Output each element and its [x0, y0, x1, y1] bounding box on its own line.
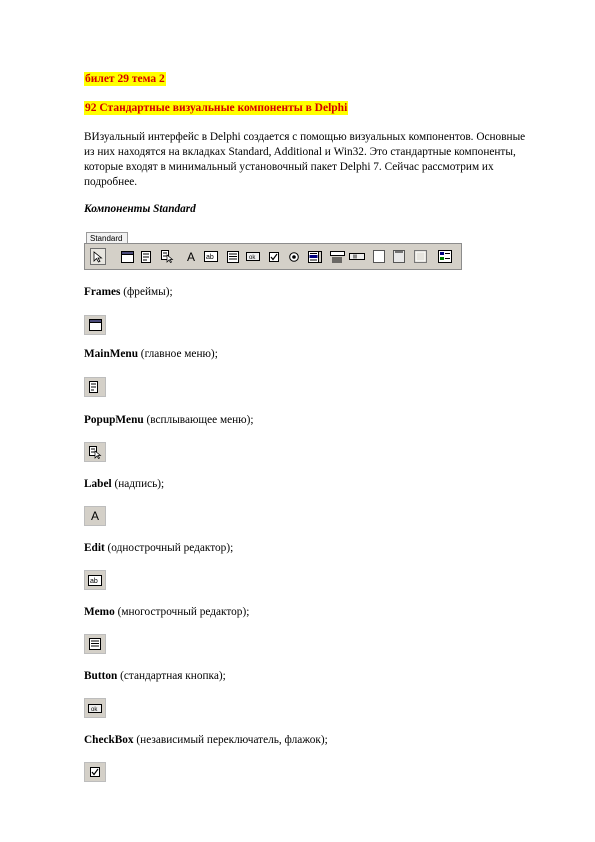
pointer-icon[interactable] [90, 248, 106, 265]
component-desc: (однострочный редактор); [104, 542, 234, 554]
component-desc: (главное меню); [137, 348, 218, 360]
memo-icon[interactable] [225, 248, 241, 265]
button-icon [84, 698, 106, 718]
component-name: MainMenu [84, 348, 138, 360]
topic-title: 92 Стандартные визуальные компоненты в Delphi [85, 102, 348, 114]
radiogroup-icon[interactable] [391, 248, 407, 265]
component-item [84, 670, 226, 682]
radiobutton-icon[interactable] [286, 248, 302, 265]
component-name: Frames [84, 286, 121, 298]
svg-text:ab: ab [206, 254, 214, 261]
component-item [84, 734, 328, 746]
combobox-icon[interactable] [329, 248, 345, 265]
component-desc: (независимый переключатель, флажок); [133, 734, 328, 746]
popupmenu-icon[interactable] [159, 248, 175, 265]
component-name: CheckBox [84, 734, 134, 746]
component-desc: (фреймы); [120, 286, 173, 298]
memo-icon [84, 634, 106, 654]
checkbox-icon [84, 762, 106, 782]
component-palette [84, 232, 462, 270]
component-desc: (многострочный редактор); [114, 606, 250, 618]
component-desc: (всплывающее меню); [143, 414, 254, 426]
frames-icon[interactable] [119, 248, 135, 265]
popupmenu-icon [84, 442, 106, 462]
label-icon[interactable]: A [186, 249, 195, 264]
intro-line: подробнее. [84, 176, 138, 188]
palette-bar [84, 243, 462, 270]
frames-icon [84, 315, 106, 335]
mainmenu-icon [84, 377, 106, 397]
button-icon[interactable] [245, 248, 261, 265]
component-name: PopupMenu [84, 414, 144, 426]
component-name: Memo [84, 606, 115, 618]
edit-icon [84, 570, 106, 590]
section-heading: Компоненты Standard [84, 203, 196, 215]
checkbox-icon[interactable] [266, 248, 282, 265]
component-item [84, 414, 254, 426]
mainmenu-icon[interactable] [139, 248, 155, 265]
component-item [84, 348, 218, 360]
intro-line: ВИзуальный интерфейс в Delphi создается с помощью визуальных компонентов. Основные [84, 131, 526, 143]
component-item [84, 286, 173, 298]
component-name: Label [84, 478, 112, 490]
ticket-line: билет 29 тема 2 [85, 73, 165, 85]
svg-text:ok: ok [249, 255, 256, 261]
intro-line: которые входят в минимальный установочный пакет Delphi 7. Сейчас рассмотрим их [84, 161, 494, 173]
tab-standard[interactable]: Standard [86, 232, 128, 243]
component-name: Button [84, 670, 118, 682]
label-icon: A [84, 506, 106, 526]
component-item [84, 478, 164, 490]
scrollbar-icon[interactable] [349, 248, 365, 265]
component-name: Edit [84, 542, 105, 554]
listbox-icon[interactable] [307, 248, 323, 265]
component-desc: (стандартная кнопка); [117, 670, 226, 682]
groupbox-icon[interactable] [371, 248, 387, 265]
intro-paragraph [84, 130, 552, 190]
actionlist-icon[interactable] [437, 248, 453, 265]
svg-text:ok: ok [91, 706, 98, 713]
intro-line: из них находятся на вкладках Standard, Additional и Win32. Это стандартные компоненты, [84, 146, 516, 158]
component-item [84, 542, 233, 554]
edit-icon[interactable] [203, 248, 219, 265]
component-item [84, 606, 249, 618]
svg-text:ab: ab [90, 577, 98, 585]
component-desc: (надпись); [111, 478, 165, 490]
panel-icon[interactable] [412, 248, 428, 265]
